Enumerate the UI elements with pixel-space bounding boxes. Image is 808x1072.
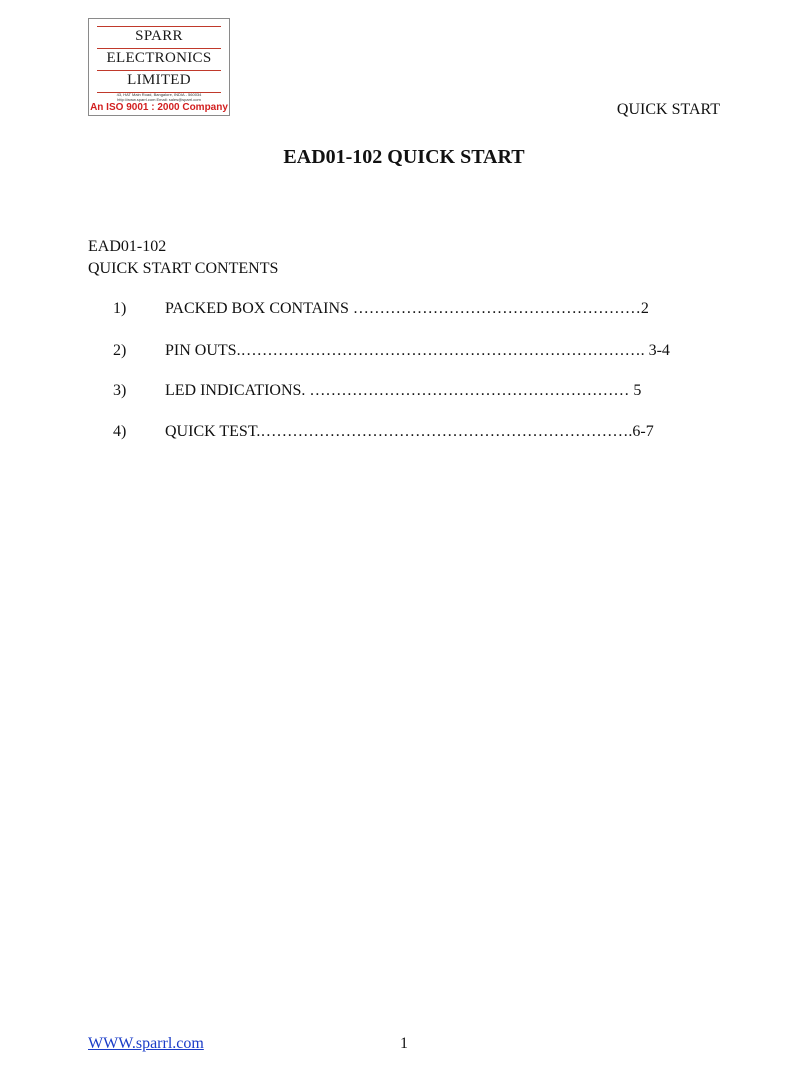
logo-line-electronics: ELECTRONICS (106, 50, 212, 66)
footer-website-link[interactable]: WWW.sparrl.com (88, 1035, 204, 1052)
logo-top-rule (97, 26, 221, 27)
toc-text: PIN OUTS.…………………………………………………………………. 3-4 (165, 342, 670, 359)
toc-number: 4) (113, 423, 127, 440)
logo-rule-2 (97, 70, 221, 71)
page-number: 1 (400, 1035, 408, 1052)
logo-rule-1 (97, 48, 221, 49)
toc-text: PACKED BOX CONTAINS ………………………………………………2 (165, 300, 649, 317)
page-title: EAD01-102 QUICK START (283, 146, 525, 168)
header-label: QUICK START (616, 101, 720, 118)
model-number: EAD01-102 (88, 238, 167, 255)
toc-text: LED INDICATIONS. …………………………………………………… 5 (165, 382, 642, 399)
logo-address-1: 43, HAT Main Road, Bangalore, INDIA - 560034 (116, 92, 202, 97)
toc-number: 1) (113, 300, 127, 317)
toc-number: 3) (113, 382, 127, 399)
toc-number: 2) (113, 342, 127, 359)
logo-line-sparr: SPARR (135, 28, 183, 44)
logo-line-limited: LIMITED (127, 72, 191, 88)
logo-address-2: http://www.sparrl.com Email: sales@sparrl.com (117, 96, 201, 102)
logo-iso-tagline: An ISO 9001 : 2000 Company (90, 102, 228, 113)
toc-text: QUICK TEST.…………………………………………………………….6-7 (165, 423, 654, 440)
contents-heading: QUICK START CONTENTS (88, 260, 279, 277)
company-logo (88, 18, 230, 116)
